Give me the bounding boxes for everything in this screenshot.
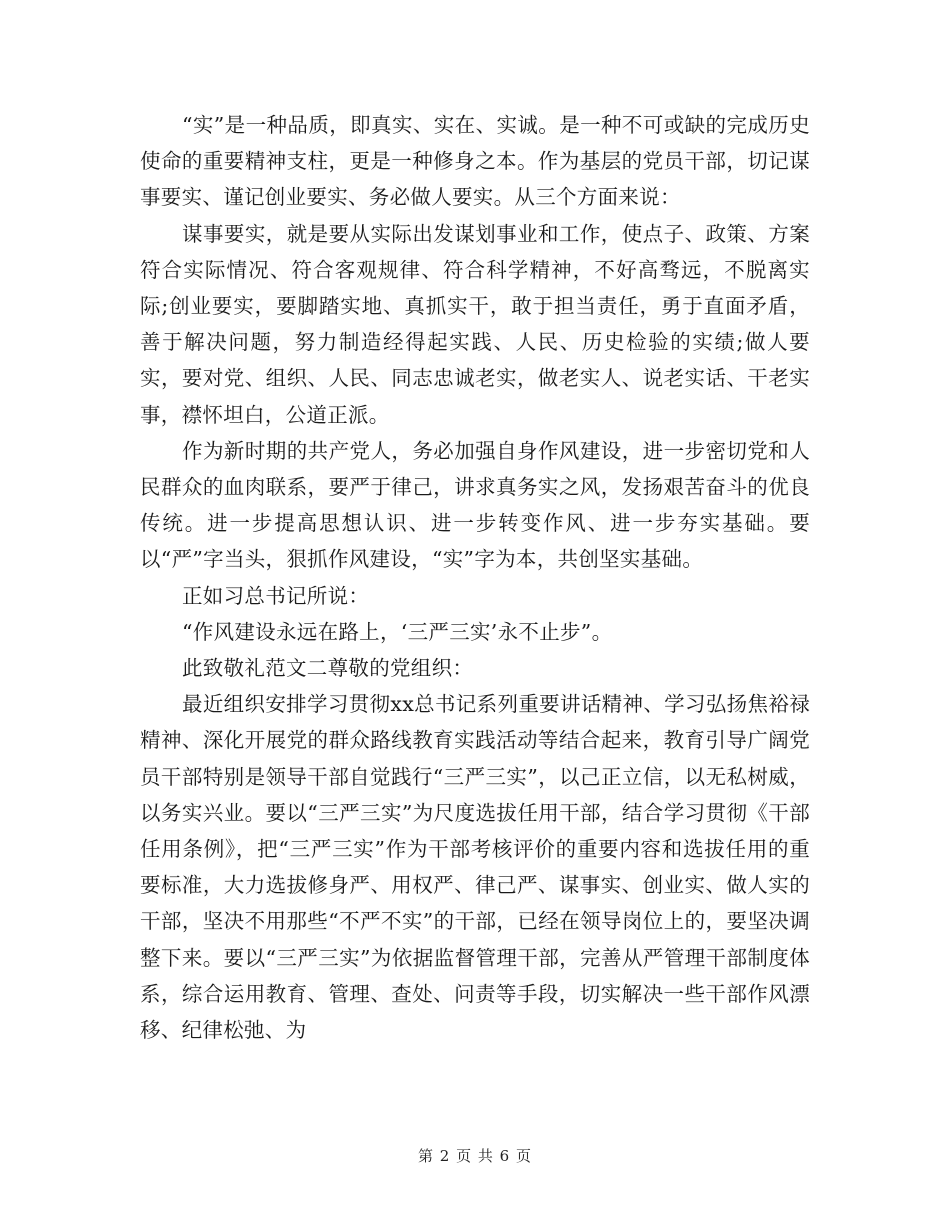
document-body: [140, 107, 810, 1048]
paragraph-as-secretary-said: 正如习总书记所说：: [182, 583, 370, 608]
page-number-footer: 第 2 页 共 6 页: [418, 1147, 532, 1165]
paragraph-moushi-yaoshi: 谋事要实，就是要从实际出发谋划事业和工作，使点子、政策、方案符合实际情况、符合客观规律、符合科学精神，不好高骛远，不脱离实际;创业要实，要脚踏实地、真抓实干，敢于担当责任，勇于直面矛盾，善于解决问题，努力制造经得起实践、人民、历史检验的实绩;做人要实，要对党、组织、人民、同志忠诚老实，做老实人、说老实话、干老实事，襟怀坦白，公道正派。: [140, 221, 810, 427]
paragraph-recent-study: 最近组织安排学习贯彻xx总书记系列重要讲话精神、学习弘扬焦裕禄精神、深化开展党的群众路线教育实践活动等结合起来，教育引导广阔党员干部特别是领导干部自觉践行“三严三实”，以己正立信，以无私树威，以务实兴业。要以“三严三实”为尺度选拔任用干部，结合学习贯彻《干部任用条例》，把“三严三实”作为干部考核评价的重要内容和选拔任用的重要标准，大力选拔修身严、用权严、律己严、谋事实、创业实、做人实的干部，坚决不用那些“不严不实”的干部，已经在领导岗位上的，要坚决调整下来。要以“三严三实”为依据监督管理干部，完善从严管理干部制度体系，综合运用教育、管理、查处、问责等手段，切实解决一些干部作风漂移、纪律松弛、为: [140, 692, 810, 1043]
paragraph-shi-quality: “实”是一种品质，即真实、实在、实诚。是一种不可或缺的完成历史使命的重要精神支柱，更是一种修身之本。作为基层的党员干部，切记谋事要实、谨记创业要实、务必做人要实。从三个方面来说：: [140, 113, 810, 210]
paragraph-salutation: 此致敬礼范文二尊敬的党组织：: [182, 656, 474, 681]
paragraph-quote: “作风建设永远在路上，‘三严三实’永不止步”。: [182, 619, 613, 644]
paragraph-new-era-party-member: 作为新时期的共产党人，务必加强自身作风建设，进一步密切党和人民群众的血肉联系，要严于律己，讲求真务实之风，发扬艰苦奋斗的优良传统。进一步提高思想认识、进一步转变作风、进一步夯实基础。要以“严”字当头，狠抓作风建设，“实”字为本，共创坚实基础。: [140, 438, 810, 572]
